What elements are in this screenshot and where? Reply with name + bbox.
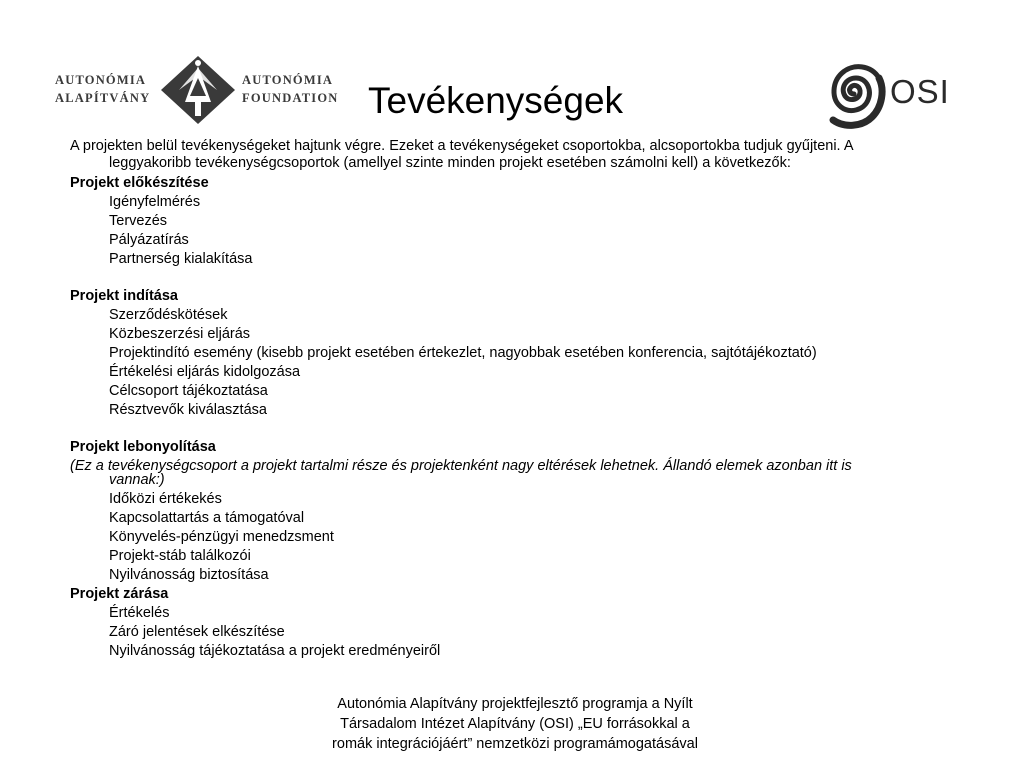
- footer-line-3: romák integrációjáért” nemzetközi programámogatásával: [332, 736, 698, 752]
- list-item: Értékelés: [109, 605, 170, 621]
- list-item: Nyilvánosság tájékoztatása a projekt eredményeiről: [109, 643, 441, 659]
- list-item: Projektindító esemény (kisebb projekt esetében értekezlet, nagyobbak esetében konferencia, sajtótájékoztató): [109, 345, 817, 361]
- osi-spiral-icon: [822, 50, 886, 134]
- list-item: Záró jelentések elkészítése: [109, 624, 285, 640]
- list-item: Könyvelés-pénzügyi menedzsment: [109, 529, 334, 545]
- list-item: Tervezés: [109, 213, 168, 229]
- intro-paragraph: [70, 138, 950, 172]
- section-spacer: [70, 420, 950, 438]
- footer-line-1: Autonómia Alapítvány projektfejlesztő programja a Nyílt: [337, 696, 693, 712]
- logo-text-alapitvany: ALAPÍTVÁNY: [55, 91, 151, 105]
- osi-logo-text: OSI: [890, 73, 950, 110]
- list-item: Közbeszerzési eljárás: [109, 326, 251, 342]
- list-item: Időközi értékekés: [109, 491, 222, 507]
- section-spacer: [70, 269, 950, 287]
- list-item: Nyilvánosság biztosítása: [109, 567, 269, 583]
- main-content: [70, 138, 950, 661]
- list-item: Célcsoport tájékoztatása: [109, 383, 268, 399]
- list-item: Értékelési eljárás kidolgozása: [109, 364, 301, 380]
- intro-line-2: leggyakoribb tevékenységcsoportok (amellyel szinte minden projekt esetében számolni kell) a következők:: [109, 155, 791, 171]
- section-heading-closing: Projekt zárása: [70, 586, 169, 602]
- footer-credit: [280, 694, 750, 754]
- section-heading-preparation: Projekt előkészítése: [70, 175, 209, 191]
- section-heading-execution: Projekt lebonyolítása: [70, 439, 216, 455]
- autonomia-logo: [52, 54, 344, 126]
- intro-line-1: A projekten belül tevékenységeket hajtunk végre. Ezeket a tevékenységeket csoportokba, alcsoportokba tudjuk gyűjteni. A: [70, 138, 854, 154]
- list-item: Igényfelmérés: [109, 194, 201, 210]
- osi-logo: [822, 50, 952, 134]
- logo-text-autonomia-en: AUTONÓMIA: [242, 73, 334, 87]
- logo-text-foundation: FOUNDATION: [242, 91, 339, 105]
- list-item: Kapcsolattartás a támogatóval: [109, 510, 305, 526]
- autonomia-emblem-icon: [159, 54, 237, 126]
- section-heading-launch: Projekt indítása: [70, 288, 178, 304]
- list-item: Pályázatírás: [109, 232, 189, 248]
- list-item: Szerződéskötések: [109, 307, 228, 323]
- list-item: Projekt-stáb találkozói: [109, 548, 251, 564]
- note-line-2: vannak:): [109, 472, 165, 488]
- note-line-1: (Ez a tevékenységcsoport a projekt tartalmi része és projektenként nagy eltérések lehetnek. Állandó elemek azonban itt is: [70, 458, 852, 474]
- section-note: [70, 457, 950, 490]
- footer-line-2: Társadalom Intézet Alapítvány (OSI) „EU forrásokkal a: [340, 716, 690, 732]
- list-item: Résztvevők kiválasztása: [109, 402, 267, 418]
- page-title: Tevékenységek: [368, 80, 624, 121]
- list-item: Partnerség kialakítása: [109, 251, 253, 267]
- logo-text-autonomia: AUTONÓMIA: [55, 73, 147, 87]
